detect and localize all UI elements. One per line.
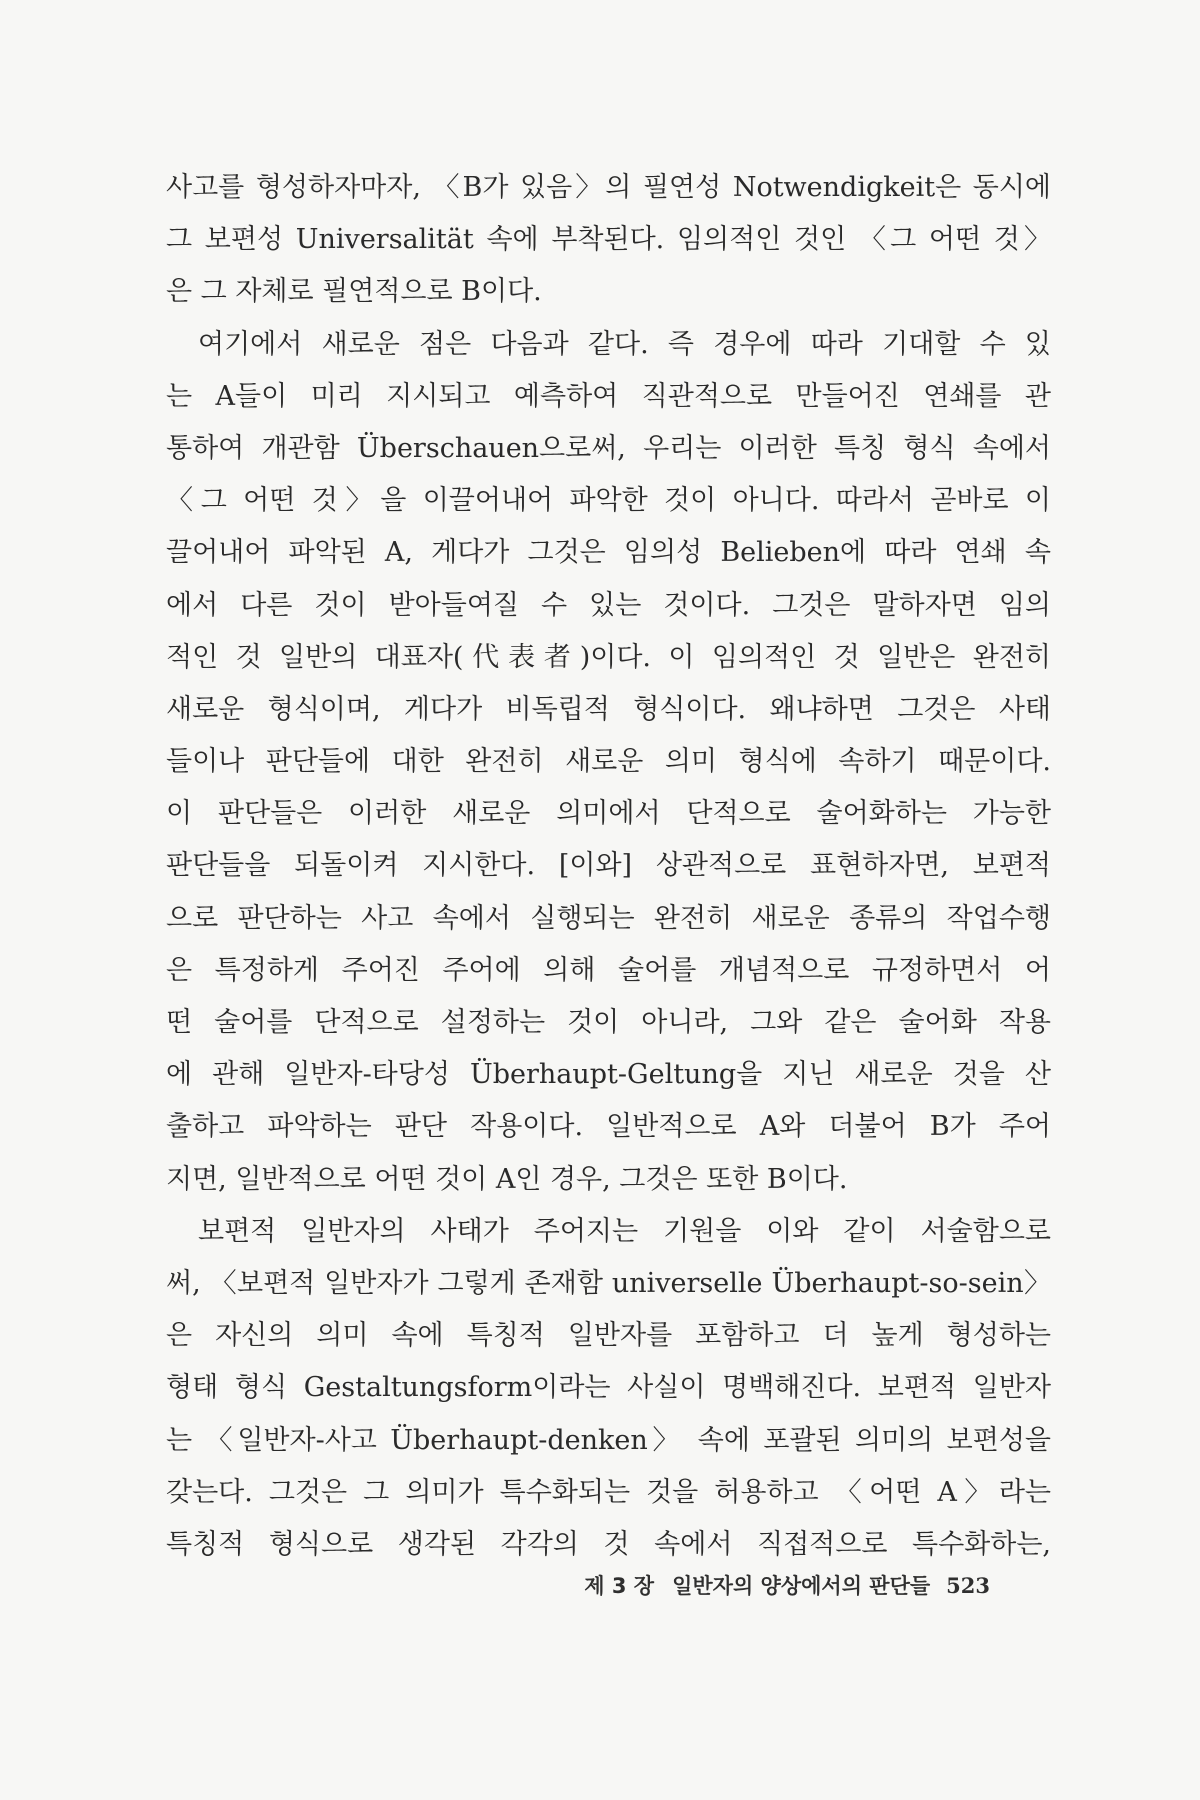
text-line: 특칭적 형식으로 생각된 각각의 것 속에서 직접적으로 특수화하는, <box>166 1528 1051 1560</box>
running-footer <box>570 1570 990 1600</box>
text-line: 지면, 일반적으로 어떤 것이 A인 경우, 그것은 또한 B이다. <box>166 1163 848 1195</box>
page-number: 523 <box>946 1573 990 1598</box>
text-line: 떤 술어를 단적으로 설정하는 것이 아니라, 그와 같은 술어화 작용 <box>166 1007 1051 1038</box>
text-line: 새로운 형식이며, 게다가 비독립적 형식이다. 왜냐하면 그것은 사태 <box>166 693 1051 725</box>
text-line: 은 그 자체로 필연적으로 B이다. <box>166 276 542 308</box>
text-line: 갖는다. 그것은 그 의미가 특수화되는 것을 허용하고 〈어떤 A〉라는 <box>166 1476 1051 1508</box>
text-line: 보편적 일반자의 사태가 주어지는 기원을 이와 같이 서술함으로 <box>198 1215 1051 1247</box>
chapter-label: 제 3 장 <box>584 1574 655 1598</box>
text-line: 출하고 파악하는 판단 작용이다. 일반적으로 A와 더불어 B가 주어 <box>166 1111 1051 1143</box>
text-line: 는 〈일반자-사고 Überhaupt-denken〉 속에 포괄된 의미의 보편성을 <box>166 1424 1051 1456</box>
text-line: 형태 형식 Gestaltungsform이라는 사실이 명백해진다. 보편적 일반자 <box>166 1372 1051 1404</box>
text-line: 통하여 개관함 Überschauen으로써, 우리는 이러한 특칭 형식 속에서 <box>166 432 1051 464</box>
text-line: 에 관해 일반자-타당성 Überhaupt-Geltung을 지닌 새로운 것을 산 <box>166 1059 1051 1091</box>
text-line: 적인 것 일반의 대표자(代表者)이다. 이 임의적인 것 일반은 완전히 <box>166 641 1051 673</box>
text-line: 사고를 형성하자마자, 〈B가 있음〉의 필연성 Notwendigkeit은 동시에 <box>166 172 1051 203</box>
text-line: 은 자신의 의미 속에 특칭적 일반자를 포함하고 더 높게 형성하는 <box>166 1320 1051 1352</box>
text-line: 그 보편성 Universalität 속에 부착된다. 임의적인 것인 〈그 어떤 것〉 <box>166 224 1051 256</box>
text-line: 으로 판단하는 사고 속에서 실행되는 완전히 새로운 종류의 작업수행 <box>166 902 1051 934</box>
text-line: 써, 〈보편적 일반자가 그렇게 존재함 universelle Überhaupt-so-sein〉 <box>166 1267 1051 1299</box>
section-title: 일반자의 양상에서의 판단들 <box>672 1574 931 1598</box>
text-line: 은 특정하게 주어진 주어에 의해 술어를 개념적으로 규정하면서 어 <box>166 954 1051 986</box>
text-line: 〈그 어떤 것〉을 이끌어내어 파악한 것이 아니다. 따라서 곧바로 이 <box>166 485 1051 517</box>
text-line: 에서 다른 것이 받아들여질 수 있는 것이다. 그것은 말하자면 임의 <box>166 589 1051 621</box>
text-line: 들이나 판단들에 대한 완전히 새로운 의미 형식에 속하기 때문이다. <box>166 746 1051 778</box>
text-line: 여기에서 새로운 점은 다음과 같다. 즉 경우에 따라 기대할 수 있 <box>198 328 1051 360</box>
text-line: 는 A들이 미리 지시되고 예측하여 직관적으로 만들어진 연쇄를 관 <box>166 380 1051 412</box>
text-line: 이 판단들은 이러한 새로운 의미에서 단적으로 술어화하는 가능한 <box>166 798 1051 830</box>
text-line: 끌어내어 파악된 A, 게다가 그것은 임의성 Belieben에 따라 연쇄 속 <box>166 537 1051 569</box>
text-line: 판단들을 되돌이켜 지시한다. [이와] 상관적으로 표현하자면, 보편적 <box>166 850 1051 882</box>
body-text <box>166 168 1051 1577</box>
